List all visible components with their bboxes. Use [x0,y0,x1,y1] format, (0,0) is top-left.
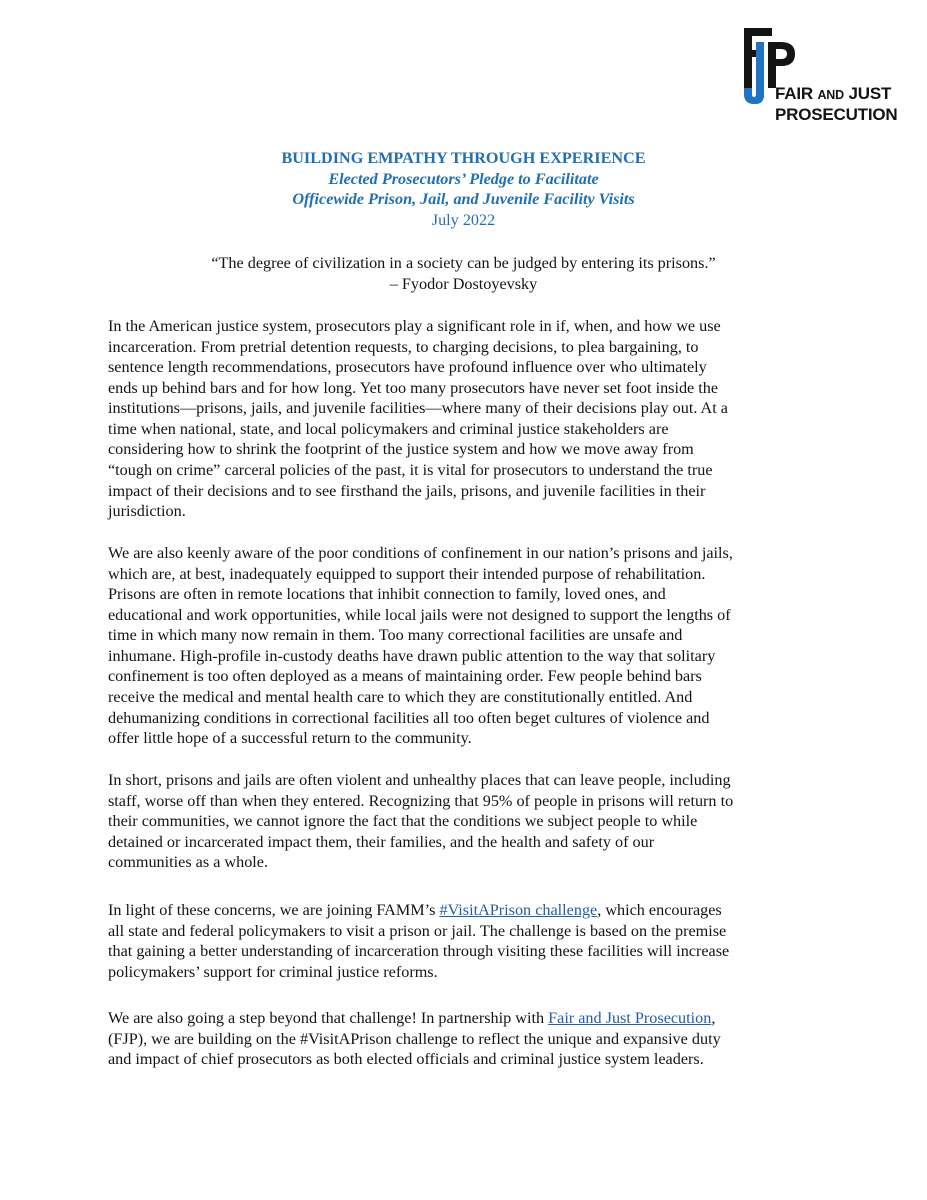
paragraph-line: In the American justice system, prosecutors play a significant role in if, when, and how we use [108,317,721,335]
visitaprison-challenge-link[interactable]: #VisitAPrison challenge [439,901,598,919]
paragraph-line: their communities, we cannot ignore the fact that the conditions we subject people to while [108,812,698,831]
paragraph-4 [108,900,828,982]
paragraph-line: (FJP), we are building on the #VisitAPrison challenge to reflect the unique and expansive duty [108,1029,721,1048]
quote-text: “The degree of civilization in a society can be judged by entering its prisons.” [211,254,716,272]
paragraph-line: receive the medical and mental health care to which they are constitutionally entitled. And [108,687,693,706]
document-subtitle-2: Officewide Prison, Jail, and Juvenile Facility Visits [292,190,635,208]
paragraph-line: “tough on crime” carceral policies of the past, it is vital for prosecutors to understand the true [108,460,713,479]
document-subtitle-1: Elected Prosecutors’ Pledge to Facilitate [328,169,599,188]
document-header [0,148,927,230]
logo-wordmark [775,84,897,125]
epigraph-quote [0,253,927,294]
paragraph-line [108,900,828,921]
logo-word-just: JUST [848,84,892,103]
paragraph-text: In light of these concerns, we are joining FAMM’s [108,901,440,919]
paragraph-line: time when national, state, and local policymakers and criminal justice stakeholders are [108,419,669,438]
logo-word-prosecution: PROSECUTION [775,105,898,124]
paragraph-text: We are also going a step beyond that challenge! In partnership with [108,1009,549,1027]
paragraph-line: detained or incarcerated impact them, their families, and the health and safety of our [108,832,655,851]
paragraph-line: We are also keenly aware of the poor conditions of confinement in our nation’s prisons and jails, [108,544,733,562]
document-title: BUILDING EMPATHY THROUGH EXPERIENCE [281,149,646,167]
paragraph-line: which are, at best, inadequately equipped to support their intended purpose of rehabilitation. [108,564,706,583]
fair-and-just-prosecution-link[interactable]: Fair and Just Prosecution [548,1009,712,1027]
fjp-logo [741,24,901,124]
logo-word-and: AND [817,88,844,102]
paragraph-line: policymakers’ support for criminal justice reforms. [108,962,438,981]
paragraph-line: incarceration. From pretrial detention requests, to charging decisions, to plea bargaining, to [108,337,699,356]
paragraph-line: confinement is too often deployed as a means of maintaining order. Few people behind bars [108,667,702,686]
paragraph-line: jurisdiction. [108,502,186,521]
paragraph-line: all state and federal policymakers to visit a prison or jail. The challenge is based on the premise [108,921,727,940]
paragraph-line: that gaining a better understanding of incarceration through visiting these facilities will increase [108,942,730,961]
paragraph-line: impact of their decisions and to see firsthand the jails, prisons, and juvenile facilities in their [108,481,706,500]
paragraph-line: ends up behind bars and for how long. Yet too many prosecutors have never set foot inside the [108,378,719,397]
paragraph-text: , which encourages [597,901,722,919]
paragraph-line: time in which many now remain in them. Too many correctional facilities are unsafe and [108,626,683,645]
paragraph-line [108,1008,828,1029]
paragraph-line: In short, prisons and jails are often violent and unhealthy places that can leave people, including [108,771,731,789]
paragraph-2 [108,543,828,749]
paragraph-line: Prisons are often in remote locations that inhibit connection to family, loved ones, and [108,585,666,604]
paragraph-line: dehumanizing conditions in correctional facilities all too often beget cultures of violence and [108,708,710,727]
paragraph-line: considering how to shrink the footprint of the justice system and how we move away from [108,440,694,459]
paragraph-line: and impact of chief prosecutors as both elected officials and criminal justice system leaders. [108,1050,704,1069]
paragraph-line: educational and work opportunities, while local jails were not designed to support the lengths of [108,605,731,624]
paragraph-1 [108,316,828,522]
paragraph-line: communities as a whole. [108,853,269,872]
paragraph-line: staff, worse off than when they entered. Recognizing that 95% of people in prisons will return to [108,791,734,810]
paragraph-3 [108,770,828,873]
paragraph-text: , [711,1009,716,1027]
document-date: July 2022 [431,210,496,229]
paragraph-line: institutions—prisons, jails, and juvenile facilities—where many of their decisions play out. At a [108,399,728,418]
paragraph-line: inhumane. High-profile in-custody deaths have drawn public attention to the way that solitary [108,646,716,665]
quote-attribution: – Fyodor Dostoyevsky [389,274,538,293]
paragraph-line: sentence length recommendations, prosecutors have profound influence over who ultimately [108,358,707,377]
paragraph-line: offer little hope of a successful return to the community. [108,729,472,748]
logo-word-fair: FAIR [775,84,813,103]
paragraph-5 [108,1008,828,1070]
